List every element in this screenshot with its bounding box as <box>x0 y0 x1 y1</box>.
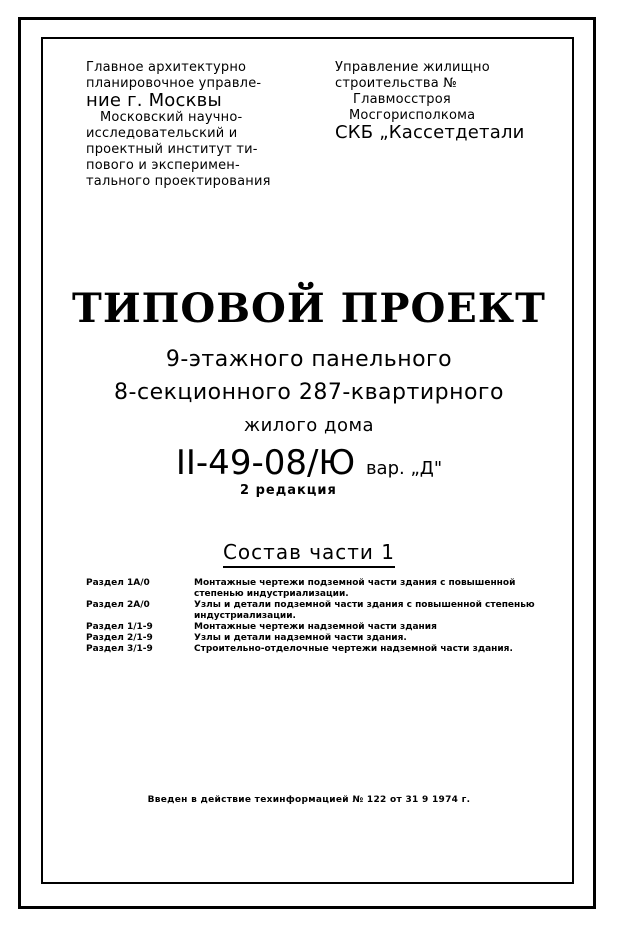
section-description: Узлы и детали подземной части здания с повышенной степенью индустриализации. <box>194 600 535 621</box>
header-right-line: СКБ „Кассетдетали <box>335 122 525 143</box>
section-item <box>86 622 566 633</box>
contents-heading <box>0 540 618 564</box>
subtitle-line-2: 8-секционного 287-квартирного <box>114 380 504 405</box>
header-right-line: строительства № <box>335 76 457 91</box>
header-left-line: пового и эксперимен- <box>86 158 240 173</box>
header-left-line: Главное архитектурно <box>86 60 247 75</box>
section-item <box>86 644 566 655</box>
header-left-line: ние г. Москвы <box>86 90 222 111</box>
header-left-line: тального проектирования <box>86 174 271 189</box>
section-item <box>86 578 566 600</box>
section-description: Монтажные чертежи подземной части здания с повышенной степенью индустриализации. <box>194 578 516 599</box>
subtitle-line-3: жилого дома <box>243 415 375 436</box>
header-right-organization <box>335 60 570 142</box>
header-left-line: планировочное управле- <box>86 76 262 91</box>
section-code: Раздел 3/1-9 <box>86 644 153 654</box>
section-code: Раздел 1/1-9 <box>86 622 153 632</box>
section-code: Раздел 1А/0 <box>86 578 150 588</box>
section-code: Раздел 2А/0 <box>86 600 150 610</box>
header-right-line: Управление жилищно <box>335 60 490 75</box>
enactment-note: Введен в действие техинформацией № 122 от 31 9 1974 г. <box>147 795 471 805</box>
section-item <box>86 633 566 644</box>
series-variant: вар. „Д" <box>365 458 443 479</box>
edition-label: 2 редакция <box>240 483 337 498</box>
contents-heading-text: Состав части 1 <box>223 540 395 568</box>
section-item <box>86 600 566 622</box>
section-description: Узлы и детали надземной части здания. <box>194 633 407 643</box>
section-description: Строительно-отделочные чертежи надземной части здания. <box>194 644 513 654</box>
header-left-organization <box>86 60 346 190</box>
series-code: II-49-08/Ю <box>175 443 356 483</box>
series-designation <box>0 443 618 483</box>
document-title: ТИПОВОЙ ПРОЕКТ <box>72 285 546 332</box>
sections-list <box>86 578 566 655</box>
header-right-line: Мосгорисполкома <box>349 108 476 123</box>
header-left-line: Московский научно- <box>100 110 243 125</box>
section-description: Монтажные чертежи надземной части здания <box>194 622 437 632</box>
header-left-line: исследовательский и <box>86 126 238 141</box>
subtitle-line-1: 9-этажного панельного <box>165 347 453 372</box>
header-right-line: Главмосстроя <box>353 92 451 107</box>
section-code: Раздел 2/1-9 <box>86 633 153 643</box>
header-left-line: проектный институт ти- <box>86 142 258 157</box>
